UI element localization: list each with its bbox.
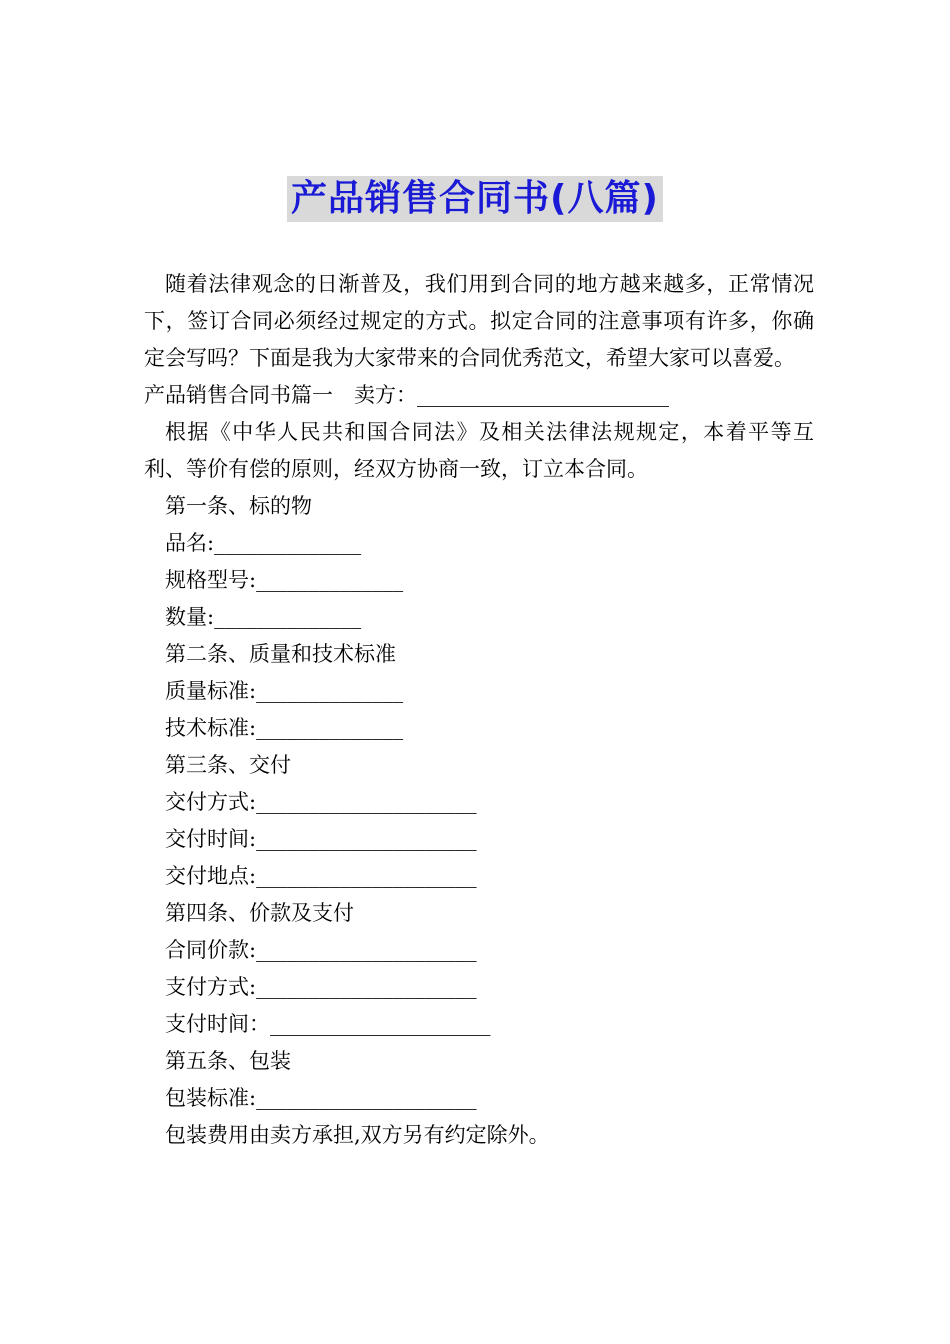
intro-paragraph: 随着法律观念的日渐普及，我们用到合同的地方越来越多，正常情况下，签订合同必须经过规定的方式。拟定合同的注意事项有许多，你确定会写吗？下面是我为大家带来的合同优秀范文，希望大家可以喜爱。 bbox=[144, 272, 814, 370]
clause-heading: 第五条、包装 bbox=[165, 1049, 291, 1073]
form-field-line: 交付方式:_____________________ bbox=[165, 790, 477, 814]
document-body bbox=[144, 266, 814, 1154]
clause-heading: 第一条、标的物 bbox=[165, 494, 312, 518]
form-field-line: 品名:______________ bbox=[165, 531, 362, 555]
form-field-line: 交付时间:_____________________ bbox=[165, 827, 477, 851]
section-heading-line: 产品销售合同书篇一 卖方：________________________ bbox=[144, 383, 669, 407]
form-field-line: 支付时间：_____________________ bbox=[165, 1012, 491, 1036]
clause-text-line: 包装费用由卖方承担,双方另有约定除外。 bbox=[165, 1123, 550, 1147]
form-field-line: 质量标准:______________ bbox=[165, 679, 404, 703]
form-field-line: 包装标准:_____________________ bbox=[165, 1086, 477, 1110]
clause-heading: 第二条、质量和技术标准 bbox=[165, 642, 396, 666]
form-field-line: 技术标准:______________ bbox=[165, 716, 404, 740]
title-area bbox=[0, 176, 950, 222]
clause-heading: 第三条、交付 bbox=[165, 753, 291, 777]
preamble-paragraph: 根据《中华人民共和国合同法》及相关法律法规规定，本着平等互利、等价有偿的原则，经双方协商一致，订立本合同。 bbox=[144, 420, 814, 481]
form-field-line: 支付方式:_____________________ bbox=[165, 975, 477, 999]
document-title: 产品销售合同书(八篇) bbox=[287, 176, 663, 222]
clause-heading: 第四条、价款及支付 bbox=[165, 901, 354, 925]
form-field-line: 数量:______________ bbox=[165, 605, 362, 629]
form-field-line: 交付地点:_____________________ bbox=[165, 864, 477, 888]
form-field-line: 合同价款:_____________________ bbox=[165, 938, 477, 962]
form-field-line: 规格型号:______________ bbox=[165, 568, 404, 592]
